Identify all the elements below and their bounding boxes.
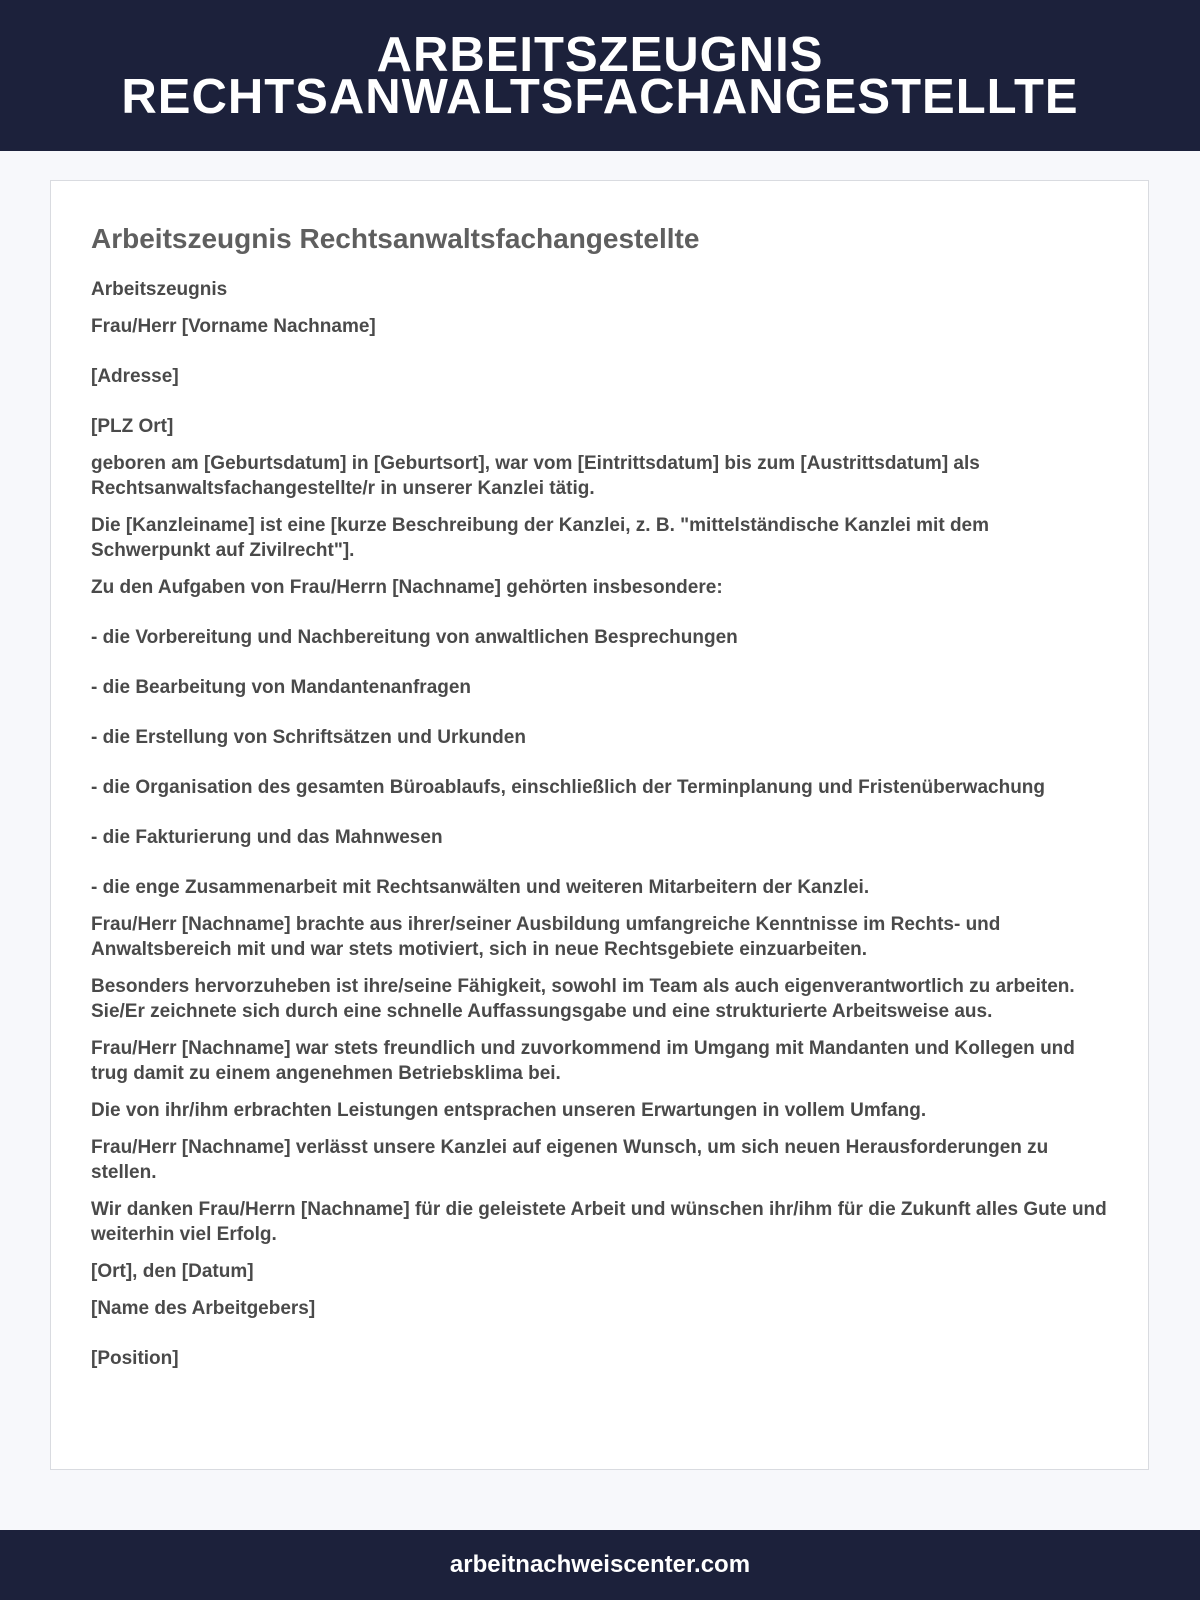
paragraph-address-block: Frau/Herr [Vorname Nachname] [Adresse] [PLZ Ort] xyxy=(91,316,376,437)
paragraph-departure: Frau/Herr [Nachname] verlässt unsere Kanzlei auf eigenen Wunsch, um sich neuen Herausforderungen zu stellen. xyxy=(91,1137,1049,1183)
paragraph-performance: Die von ihr/ihm erbrachten Leistungen entsprachen unseren Erwartungen in vollem Umfang. xyxy=(91,1100,927,1121)
paragraph-knowledge: Frau/Herr [Nachname] brachte aus ihrer/seiner Ausbildung umfangreiche Kenntnisse im Rechts- und Anwaltsbereich mit und war stets motiviert, sich in neue Rechtsgebiete einzuarbeiten. xyxy=(91,914,1001,960)
document-body xyxy=(91,221,1111,1383)
paragraph-abilities: Besonders hervorzuheben ist ihre/seine Fähigkeit, sowohl im Team als auch eigenverantwortlich zu arbeiten. Sie/Er zeichnete sich durch eine schnelle Auffassungsgabe und eine strukturierte Arbeitsweise aus. xyxy=(91,976,1075,1022)
paragraph-conduct: Frau/Herr [Nachname] war stets freundlich und zuvorkommend im Umgang mit Mandanten und Kollegen und trug damit zu einem angenehmen Betriebsklima bei. xyxy=(91,1038,1075,1084)
paragraph-signature-block: [Name des Arbeitgebers] [Position] xyxy=(91,1298,316,1369)
paragraph-firm-description: Die [Kanzleiname] ist eine [kurze Beschreibung der Kanzlei, z. B. "mittelständische Kanzlei mit dem Schwerpunkt auf Zivilrecht"]. xyxy=(91,515,990,561)
page-title-line-2: RECHTSANWALTSFACHANGESTELLTE xyxy=(121,69,1079,124)
paragraph-employment: geboren am [Geburtsdatum] in [Geburtsort], war vom [Eintrittsdatum] bis zum [Austrittsdatum] als Rechtsanwaltsfachangestellte/r in unserer Kanzlei tätig. xyxy=(91,453,980,499)
paragraph-place-date: [Ort], den [Datum] xyxy=(91,1261,254,1282)
page-title-line-1: ARBEITSZEUGNIS xyxy=(376,27,824,82)
paragraph-doc-type: Arbeitszeugnis xyxy=(91,279,228,300)
page-footer xyxy=(0,1530,1200,1600)
footer-site-name: arbeitnachweiscenter.com xyxy=(449,1551,751,1578)
document-card xyxy=(50,180,1149,1470)
document-heading: Arbeitszeugnis Rechtsanwaltsfachangestellte xyxy=(91,223,700,254)
paragraph-thanks: Wir danken Frau/Herrn [Nachname] für die geleistete Arbeit und wünschen ihr/ihm für die Zukunft alles Gute und weiterhin viel Erfolg. xyxy=(91,1199,1107,1245)
page-header xyxy=(0,0,1200,151)
paragraph-tasks-list: Zu den Aufgaben von Frau/Herrn [Nachname] gehörten insbesondere: - die Vorbereitung und Nachbereitung von anwaltlichen Besprechungen - die Bearbeitung von Mandantenanfragen - die Erstellung von Schriftsätzen und Urkunden - die Organisation des gesamten Büroablaufs, einschließlich der Terminplanung und Fristenüberwachung - die Fakturierung und das Mahnwesen - die enge Zusammenarbeit mit Rechtsanwälten und weiteren Mitarbeitern der Kanzlei. xyxy=(91,577,1046,898)
page-title xyxy=(50,27,1150,124)
